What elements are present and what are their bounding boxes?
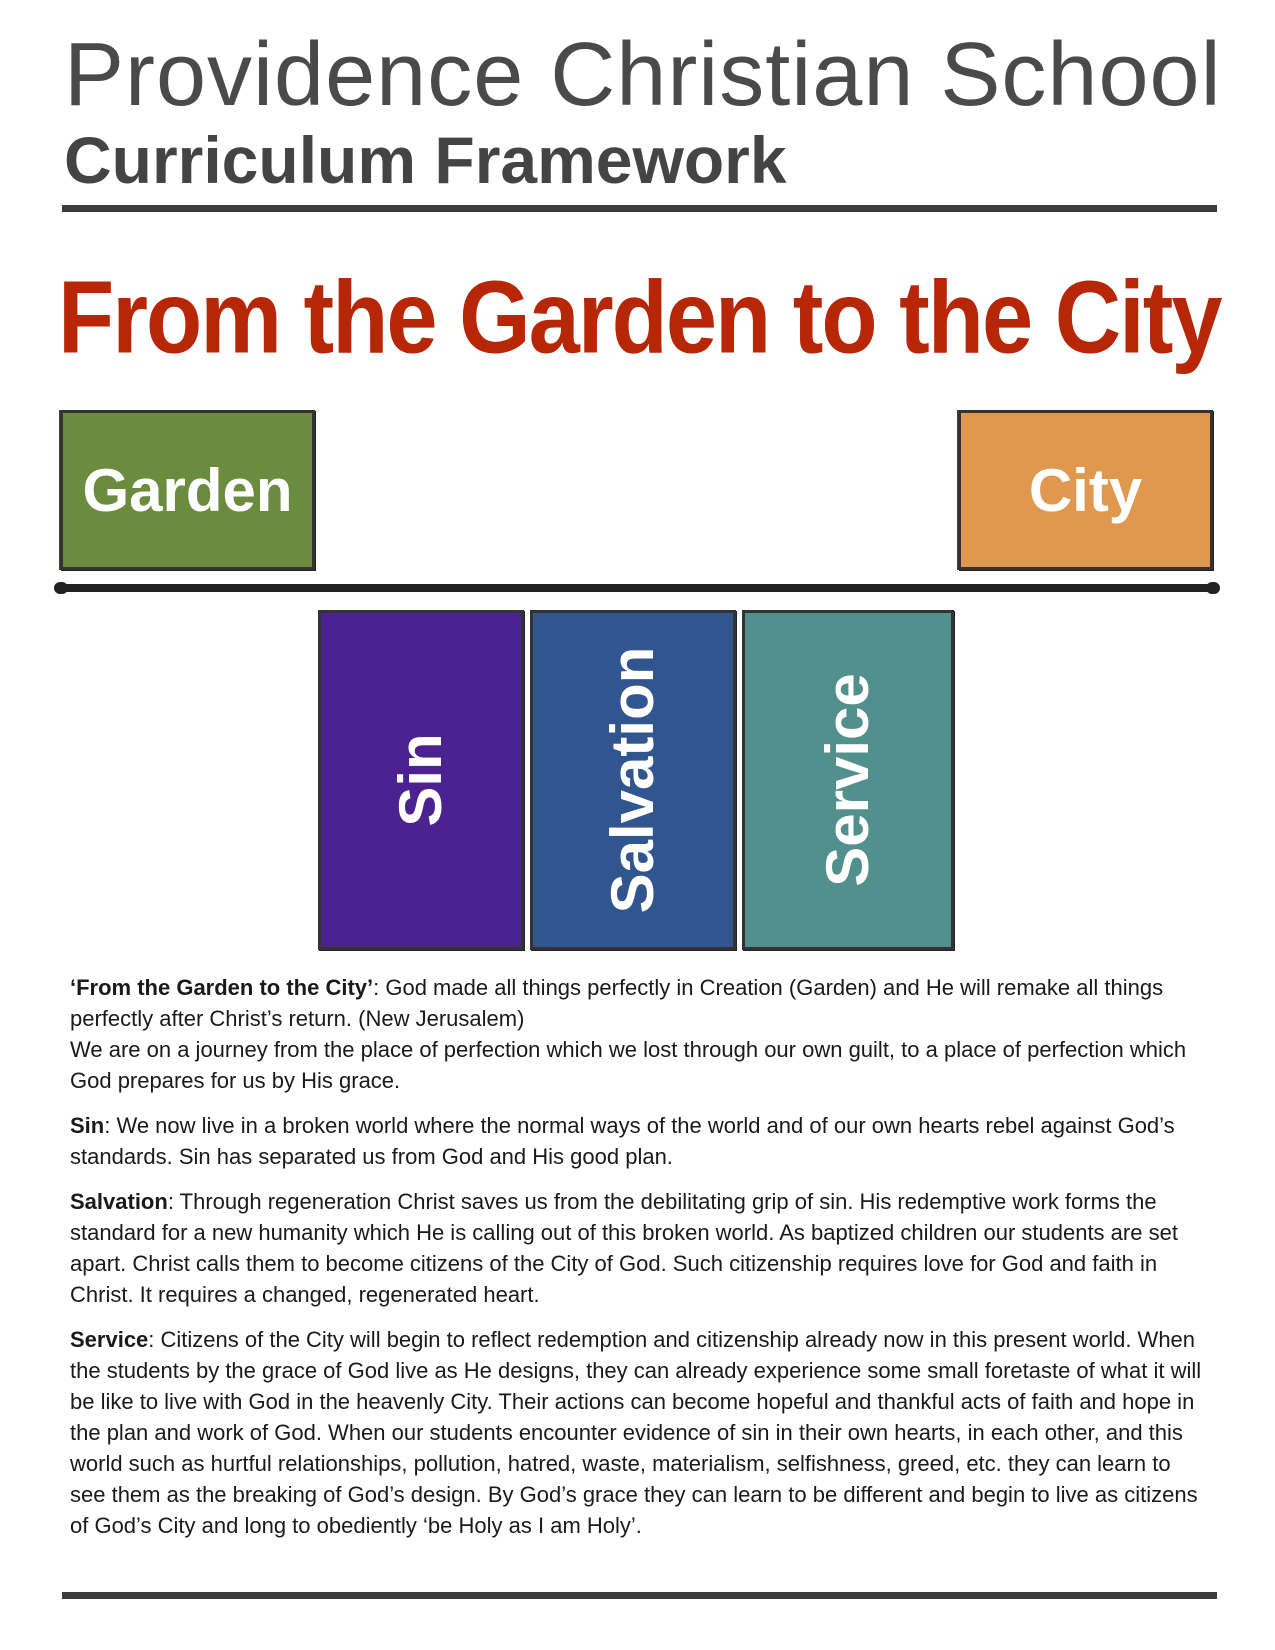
text-intro-2: We are on a journey from the place of perfection which we lost through our own guilt, to a place of perfection which God prepares for us by His grace. bbox=[70, 1037, 1187, 1093]
paragraph-sin bbox=[70, 1110, 1210, 1172]
term-intro: ‘From the Garden to the City’ bbox=[70, 975, 374, 1000]
timeline-line bbox=[58, 584, 1216, 592]
term-salvation: Salvation bbox=[70, 1189, 168, 1214]
text-salvation: : Through regeneration Christ saves us from the debilitating grip of sin. His redemptive work forms the standard for a new humanity which He is calling out of this broken world. As baptized children our students are set apart. Christ calls them to become citizens of the City of God. Such citizenship requires love for God and faith in Christ. It requires a changed, regenerated heart. bbox=[70, 1189, 1178, 1307]
text-service: : Citizens of the City will begin to reflect redemption and citizenship already now in this present world. When the students by the grace of God live as He designs, they can already experience some small foretaste of what it will be like to live with God in the heavenly City. Their actions can become hopeful and thankful acts of faith and hope in the plan and work of God. When our students encounter evidence of sin in their own hearts, in each other, and this world such as hurtful relationships, pollution, hatred, waste, materialism, selfishness, greed, etc. they can learn to see them as the breaking of God’s design. By God’s grace they can learn to be different and begin to live as citizens of God’s City and long to obediently ‘be Holy as I am Holy’. bbox=[70, 1327, 1202, 1538]
pillar-service bbox=[742, 610, 954, 950]
city-label: City bbox=[1028, 456, 1143, 524]
bottom-divider bbox=[62, 1592, 1217, 1599]
top-divider bbox=[62, 205, 1217, 212]
main-title: From the Garden to the City bbox=[58, 260, 1221, 376]
paragraph-salvation bbox=[70, 1186, 1210, 1310]
garden-label: Garden bbox=[82, 456, 293, 524]
pillar-sin bbox=[318, 610, 524, 950]
paragraph-intro bbox=[70, 972, 1210, 1096]
pillar-salvation bbox=[530, 610, 736, 950]
city-box bbox=[958, 410, 1213, 570]
paragraph-service bbox=[70, 1324, 1210, 1541]
term-service: Service bbox=[70, 1327, 149, 1352]
text-intro: : God made all things perfectly in Creation (Garden) and He will remake all things perfectly after Christ’s return. (New Jerusalem) bbox=[70, 975, 1164, 1031]
body-text bbox=[70, 972, 1210, 1555]
school-name: Providence Christian School bbox=[64, 25, 1222, 125]
text-sin: : We now live in a broken world where the normal ways of the world and of our own hearts rebel against God’s standards. Sin has separated us from God and His good plan. bbox=[70, 1113, 1175, 1169]
pillar-service-label: Service bbox=[814, 673, 881, 887]
garden-box bbox=[60, 410, 315, 570]
term-sin: Sin bbox=[70, 1113, 105, 1138]
pillar-salvation-label: Salvation bbox=[599, 646, 666, 914]
timeline-cap-left bbox=[54, 582, 68, 594]
timeline-cap-right bbox=[1206, 582, 1220, 594]
pillar-sin-label: Sin bbox=[387, 733, 454, 827]
framework-subtitle: Curriculum Framework bbox=[64, 123, 787, 197]
